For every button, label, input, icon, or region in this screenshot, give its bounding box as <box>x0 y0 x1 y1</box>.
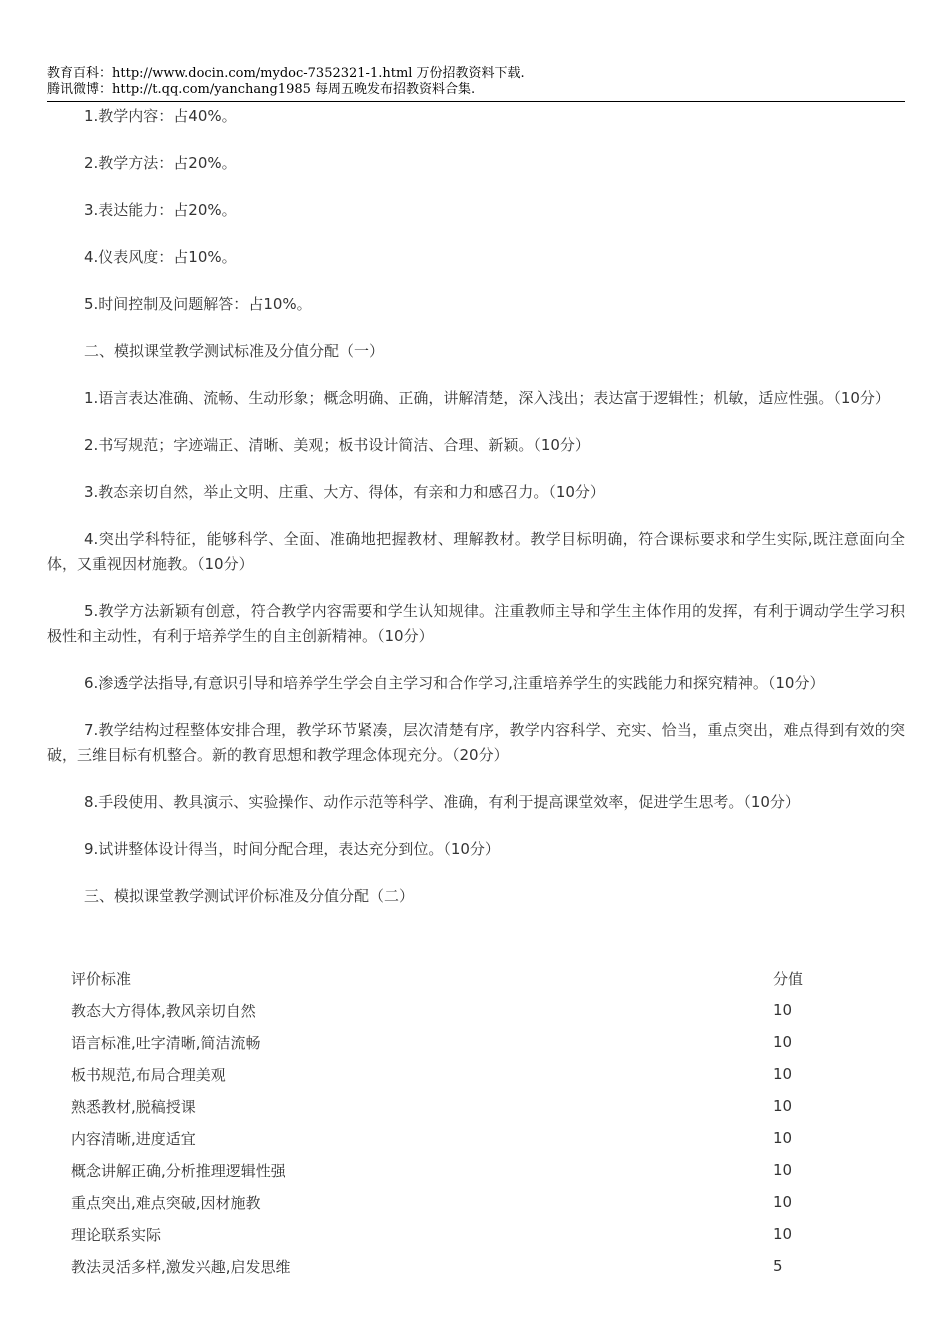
table-cell-criteria: 教态大方得体,教风亲切自然 <box>71 1001 256 1020</box>
table-row <box>71 1186 831 1218</box>
table-cell-criteria: 重点突出,难点突破,因材施教 <box>71 1193 261 1212</box>
table-cell-score: 10 <box>773 1001 793 1019</box>
table-cell-score: 5 <box>773 1257 783 1275</box>
table-cell-criteria: 理论联系实际 <box>71 1225 162 1244</box>
table-cell-criteria: 板书规范,布局合理美观 <box>71 1065 226 1084</box>
weight-expression: 3.表达能力：占20%。 <box>84 201 237 219</box>
criterion-1: 1.语言表达准确、流畅、生动形象；概念明确、正确，讲解清楚，深入浅出；表达富于逻辑性；机敏，适应性强。（10分） <box>84 389 890 407</box>
table-cell-score: 10 <box>773 1033 793 1051</box>
table-cell-score: 10 <box>773 1129 793 1147</box>
table-row <box>71 1154 831 1186</box>
table-header-row <box>71 962 831 994</box>
weight-time-control: 5.时间控制及问题解答：占10%。 <box>84 295 312 313</box>
table-cell-score: 10 <box>773 1097 793 1115</box>
weight-teaching-method: 2.教学方法：占20%。 <box>84 154 237 172</box>
header-divider <box>47 101 905 102</box>
table-cell-criteria: 教法灵活多样,激发兴趣,启发思维 <box>71 1257 291 1276</box>
document-body <box>47 104 905 931</box>
section-heading-2: 二、模拟课堂教学测试标准及分值分配（一） <box>84 342 385 360</box>
criterion-5: 5.教学方法新颖有创意，符合教学内容需要和学生认知规律。注重教师主导和学生主体作用的发挥，有利于调动学生学习积极性和主动性，有利于培养学生的自主创新精神。（10分） <box>47 602 905 645</box>
weight-teaching-content: 1.教学内容：占40%。 <box>84 107 237 125</box>
criterion-9: 9.试讲整体设计得当，时间分配合理，表达充分到位。（10分） <box>84 840 500 858</box>
table-cell-criteria: 概念讲解正确,分析推理逻辑性强 <box>71 1161 286 1180</box>
criterion-3: 3.教态亲切自然，举止文明、庄重、大方、得体，有亲和力和感召力。（10分） <box>84 483 605 501</box>
column-header-criteria: 评价标准 <box>71 969 132 988</box>
table-cell-score: 10 <box>773 1193 793 1211</box>
page-header <box>47 66 905 98</box>
section-heading-3: 三、模拟课堂教学测试评价标准及分值分配（二） <box>84 887 415 905</box>
table-cell-criteria: 内容清晰,进度适宜 <box>71 1129 196 1148</box>
table-cell-score: 10 <box>773 1161 793 1179</box>
table-row <box>71 1090 831 1122</box>
table-row <box>71 1122 831 1154</box>
table-row <box>71 1058 831 1090</box>
table-row <box>71 1218 831 1250</box>
evaluation-table <box>71 962 831 1282</box>
table-row <box>71 994 831 1026</box>
criterion-4: 4.突出学科特征，能够科学、全面、准确地把握教材、理解教材。教学目标明确，符合课标要求和学生实际,既注意面向全体，又重视因材施教。（10分） <box>47 530 905 573</box>
table-cell-score: 10 <box>773 1225 793 1243</box>
criterion-7: 7.教学结构过程整体安排合理，教学环节紧凑，层次清楚有序，教学内容科学、充实、恰当，重点突出，难点得到有效的突破，三维目标有机整合。新的教育思想和教学理念体现充分。（20分） <box>47 721 905 764</box>
column-header-score: 分值 <box>773 969 804 988</box>
table-row <box>71 1250 831 1282</box>
table-cell-score: 10 <box>773 1065 793 1083</box>
criterion-8: 8.手段使用、教具演示、实验操作、动作示范等科学、准确，有利于提高课堂效率，促进学生思考。（10分） <box>84 793 800 811</box>
table-cell-criteria: 熟悉教材,脱稿授课 <box>71 1097 196 1116</box>
weight-demeanor: 4.仪表风度：占10%。 <box>84 248 237 266</box>
header-line-docin: 教育百科：http://www.docin.com/mydoc-7352321-1.html 万份招教资料下载. <box>47 66 525 81</box>
table-row <box>71 1026 831 1058</box>
criterion-2: 2.书写规范；字迹端正、清晰、美观；板书设计简洁、合理、新颖。（10分） <box>84 436 590 454</box>
header-line-weibo: 腾讯微博：http://t.qq.com/yanchang1985 每周五晚发布招教资料合集. <box>47 82 476 97</box>
table-cell-criteria: 语言标准,吐字清晰,简洁流畅 <box>71 1033 261 1052</box>
criterion-6: 6.渗透学法指导,有意识引导和培养学生学会自主学习和合作学习,注重培养学生的实践能力和探究精神。（10分） <box>84 674 825 692</box>
